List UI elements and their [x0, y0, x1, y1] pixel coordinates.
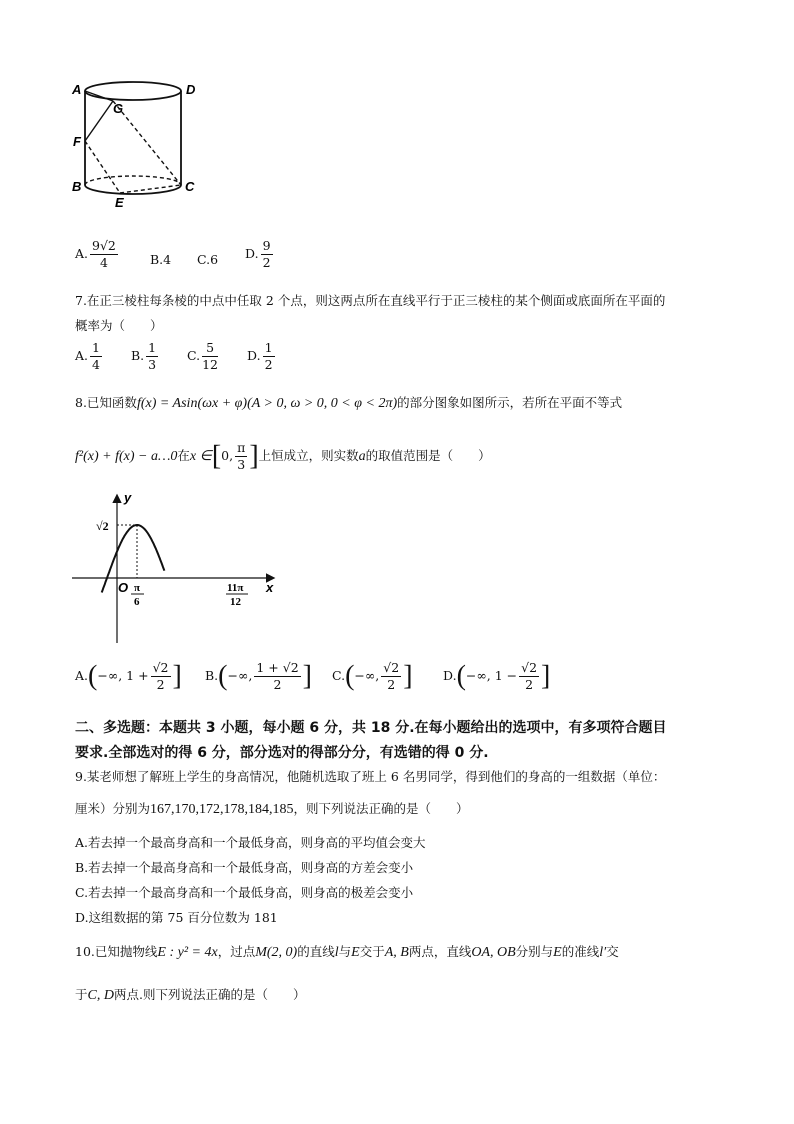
- denominator: 2: [156, 677, 165, 692]
- q8-stem-line1: [75, 394, 622, 413]
- segment-gc: [113, 101, 181, 185]
- bracket-right: ]: [302, 660, 312, 692]
- q10-text: 于: [75, 987, 88, 1002]
- y-tick-label: √2: [96, 519, 109, 533]
- q8-end: 的取值范围是（ ）: [365, 448, 491, 463]
- numerator: √2: [383, 660, 400, 675]
- q10-text: 交: [606, 944, 619, 959]
- numerator: 9: [262, 238, 271, 253]
- q10-directrix: l′: [599, 945, 607, 960]
- segment-fe: [85, 141, 120, 193]
- q10-point-m: M(2, 0): [255, 945, 298, 960]
- denominator: 2: [273, 677, 282, 692]
- option-letter: A.: [75, 668, 89, 683]
- q8-option-a: [75, 660, 182, 693]
- bracket-right: ]: [172, 660, 182, 692]
- q10-prefix: 10.已知抛物线: [75, 944, 158, 959]
- denominator: 2: [262, 255, 271, 270]
- q10-line-l: l: [334, 945, 339, 960]
- numerator: 9√2: [92, 238, 116, 253]
- numerator: 1 + √2: [256, 660, 299, 675]
- q8-var-a: a: [358, 449, 366, 464]
- q10-text: 两点.则下列说法正确的是（ ）: [113, 987, 306, 1002]
- q7-option-c: [187, 340, 220, 373]
- option-letter: C.: [332, 668, 346, 683]
- section2-heading-line2: 要求.全部选对的得 6 分，部分选对的得部分分，有选错的得 0 分.: [75, 745, 489, 761]
- label-g: G: [113, 101, 124, 116]
- option-letter: B.: [131, 348, 145, 363]
- option-letter: B.: [150, 252, 164, 267]
- option-letter: C.: [187, 348, 201, 363]
- denominator: 3: [148, 357, 157, 372]
- option-letter: D.: [247, 348, 261, 363]
- x-tick2-num: 11π: [227, 582, 244, 594]
- left-bracket: [: [211, 440, 222, 472]
- q10-stem-line2: [75, 986, 305, 1005]
- q8-interval-var: x ∈: [189, 449, 212, 464]
- q6-option-b: [150, 252, 171, 267]
- bottom-back-arc: [85, 176, 181, 185]
- denominator: 12: [202, 357, 218, 372]
- q10-points-cd: C, D: [87, 988, 114, 1003]
- q9-option-a: A.若去掉一个最高身高和一个最低身高，则身高的平均值会变大: [75, 835, 426, 850]
- q10-points-ab: A, B: [384, 945, 409, 960]
- section2-heading-line1: 二、多选题：本题共 3 小题，每小题 6 分，共 18 分.在每小题给出的选项中，有多项符合题目: [75, 720, 667, 736]
- numerator: 1: [92, 340, 100, 355]
- option-left: −∞, 1 −: [465, 668, 518, 683]
- x-tick2-den: 12: [230, 596, 241, 608]
- label-f: F: [73, 134, 81, 149]
- q10-lines-oa-ob: OA, OB: [471, 945, 516, 960]
- bracket-right: ]: [541, 660, 551, 692]
- segment-fg: [85, 101, 113, 141]
- q8-function-formula: f(x) = Asin(ωx + φ)(A > 0, ω > 0, 0 < φ < 2π): [136, 396, 398, 411]
- denominator: 4: [99, 255, 108, 270]
- x-tick1-den: 6: [134, 596, 140, 608]
- option-letter: D.: [443, 668, 457, 683]
- q10-text: ，过点: [217, 944, 256, 959]
- q8-connector: 在: [177, 448, 190, 463]
- label-c: C: [185, 179, 195, 194]
- q6-option-d: [245, 238, 275, 271]
- label-b: B: [72, 179, 82, 194]
- numerator: √2: [152, 660, 169, 675]
- right-bracket: ]: [249, 440, 259, 472]
- option-left: −∞, 1 +: [97, 668, 149, 683]
- denominator: 2: [525, 677, 534, 692]
- q7-option-a: [75, 340, 104, 373]
- y-axis-label: y: [124, 490, 132, 505]
- q10-text: 的准线: [561, 944, 600, 959]
- q10-text: 分别与: [515, 944, 554, 959]
- option-letter: B.: [205, 668, 219, 683]
- q9-option-c: C.若去掉一个最高身高和一个最低身高，则身高的极差会变小: [75, 885, 414, 900]
- numerator: √2: [521, 660, 538, 675]
- paren-left: (: [88, 660, 98, 692]
- q8-interval-left: 0,: [221, 448, 234, 463]
- q9-height-data: 167,170,172,178,184,185: [150, 802, 294, 817]
- q8-prefix: 8.已知函数: [75, 395, 137, 410]
- cylinder-figure: [70, 74, 210, 214]
- q6-option-c: [197, 252, 218, 267]
- label-a: A: [72, 82, 82, 97]
- q10-parabola: E : y² = 4x: [157, 945, 218, 960]
- x-axis-label: x: [266, 580, 274, 595]
- numerator: 5: [202, 340, 218, 357]
- q6-option-a: [75, 238, 120, 271]
- q10-curve-e: E: [553, 945, 562, 960]
- option-letter: D.: [245, 246, 259, 261]
- q8-suffix: 的部分图象如图所示，若所在平面不等式: [397, 395, 623, 410]
- q7-option-d: [247, 340, 277, 373]
- denominator: 2: [387, 677, 396, 692]
- q9-prefix: 厘米）分别为: [75, 801, 151, 816]
- q8-stem-line2: [75, 440, 491, 473]
- q10-text: 与: [338, 944, 352, 959]
- option-left: −∞,: [354, 668, 380, 683]
- x-tick1-num: π: [134, 582, 141, 594]
- q8-option-b: [205, 660, 312, 693]
- q9-option-b: B.若去掉一个最高身高和一个最低身高，则身高的方差会变小: [75, 860, 414, 875]
- q8-option-c: [332, 660, 413, 693]
- bracket-right: ]: [403, 660, 413, 692]
- q9-suffix: ，则下列说法正确的是（ ）: [293, 801, 469, 816]
- q10-text: 两点，直线: [408, 944, 472, 959]
- numerator: 1: [148, 340, 157, 355]
- origin-label: O: [118, 580, 129, 595]
- segment-ag: [85, 91, 113, 101]
- q7-stem-line1: 7.在正三棱柱每条棱的中点中任取 2 个点，则这两点所在直线平行于正三棱柱的某个侧面或底面所在平面的: [75, 293, 666, 308]
- q9-stem-line2: [75, 800, 469, 819]
- q9-option-d: D.这组数据的第 75 百分位数为 181: [75, 910, 278, 925]
- option-text: 4: [163, 252, 172, 267]
- option-letter: A.: [75, 246, 89, 261]
- numerator: 1: [264, 340, 273, 355]
- denominator: 2: [264, 357, 273, 372]
- segment-ec: [120, 185, 181, 193]
- q8-suffix2: 上恒成立，则实数: [258, 448, 359, 463]
- label-d: D: [186, 82, 196, 97]
- paren-left: (: [218, 660, 228, 692]
- q10-text: 的直线: [297, 944, 335, 959]
- numerator: π: [237, 440, 246, 455]
- paren-left: (: [345, 660, 355, 692]
- top-ellipse: [85, 82, 181, 100]
- q7-stem-line2: 概率为（ ）: [75, 318, 163, 333]
- sine-graph: [68, 488, 283, 648]
- option-left: −∞,: [227, 668, 253, 683]
- q8-inequality: f²(x) + f(x) − a…0: [75, 449, 178, 464]
- q10-stem-line1: [75, 943, 619, 962]
- denominator: 3: [237, 457, 246, 472]
- option-text: 6: [210, 252, 219, 267]
- denominator: 4: [92, 357, 100, 372]
- q9-stem-line1: 9.某老师想了解班上学生的身高情况，他随机选取了班上 6 名男同学，得到他们的身高的一组数据（单位：: [75, 769, 666, 784]
- q7-option-b: [131, 340, 160, 373]
- option-letter: C.: [197, 252, 211, 267]
- q10-text: 交于: [359, 944, 385, 959]
- option-letter: A.: [75, 348, 89, 363]
- bottom-front-arc: [85, 185, 181, 194]
- q10-curve-e: E: [351, 945, 360, 960]
- label-e: E: [115, 195, 124, 210]
- paren-left: (: [456, 660, 466, 692]
- q8-option-d: [443, 660, 550, 693]
